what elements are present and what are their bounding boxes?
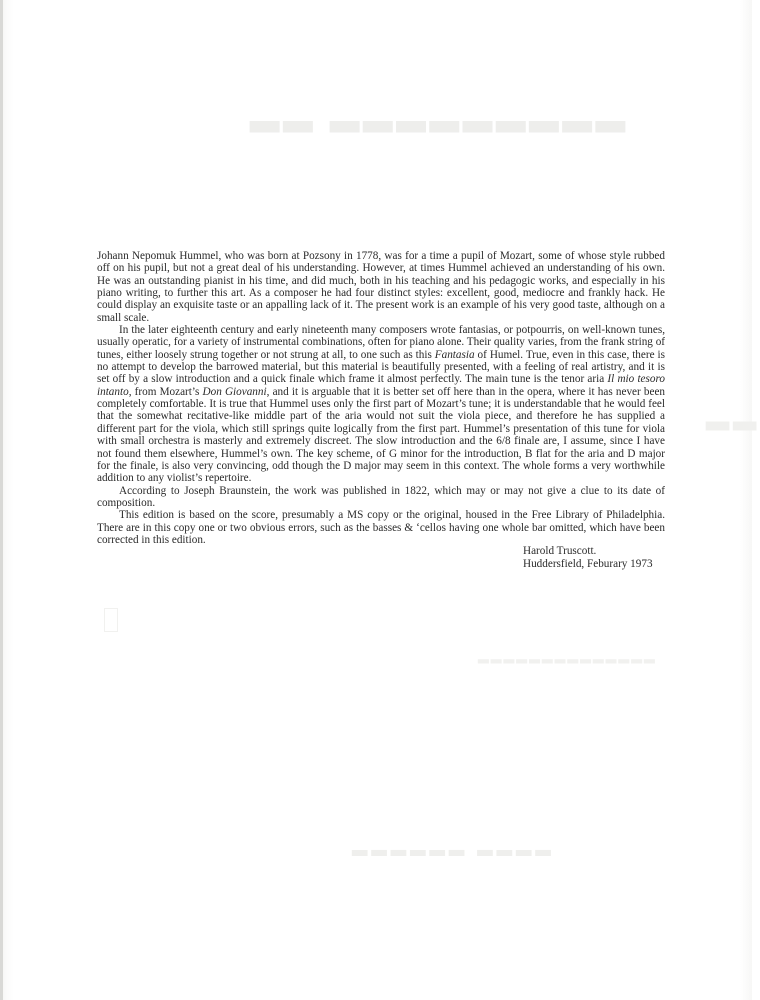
paragraph-2: [97, 324, 665, 484]
fantasia-title: Fantasia: [434, 348, 475, 361]
signature-block: [523, 545, 653, 571]
preface-text: [97, 250, 665, 546]
paragraph-2-text-c: , from Mozart’s: [128, 385, 200, 398]
paragraph-2-text-d: , and it is arguable that it is better set off here than in the opera, where it has never been completely comfortable. It is true that Hummel uses only the first part of Mozart’s tune; it is understandable that he would feel that the somewhat recitative-like middle part of the aria would not suit the viola piece, and therefore he has supplied a different part for the viola, which still springs quite logically from the first part. Hummel’s presentation of this tune for viola with small orchestra is masterly and extremely discreet. The slow introduction and the 6/8 finale are, I assume, since I have not found them elsewhere, Hummel’s own. The key scheme, of G minor for the introduction, B flat for the aria and D major for the finale, is also very convincing, odd though the D major may seem in this context. The whole forms a very worthwhile addition to any violist’s repertoire.: [97, 385, 666, 485]
paragraph-2-text-b: of Humel. True, even in this case, there is no attempt to develop the barrowed material, but this material is beautifully presented, with a feeling of real artistry, and it is set off by a slow introduction and a quick finale which frame it almost perfectly. The main tune is the tenor aria: [97, 348, 665, 386]
paragraph-4-text: This edition is based on the score, presumably a MS copy or the original, housed in the Free Library of Philadelphia. There are in this copy one or two obvious errors, such as the basses & ‘cellos having one whole bar omitted, which have been corrected in this edition.: [97, 509, 665, 546]
paragraph-4: [97, 509, 665, 546]
signature-place-date: Huddersfield, Feburary 1973: [523, 558, 653, 570]
paragraph-2-text-a: In the later eighteenth century and early nineteenth many composers wrote fantasias, or potpourris, on well-known tunes, usually operatic, for a variety of instrumental combinations, often for piano alone. Their quality varies, from the frank string of tunes, either loosely strung together or not strung at all, to one such as this: [97, 324, 666, 361]
paragraph-3-text: According to Joseph Braunstein, the work was published in 1822, which may or may not give a clue to its date of composition.: [97, 484, 665, 509]
page-edge: [0, 0, 3, 1000]
bleed-through-box: [104, 608, 118, 632]
paragraph-1-text: Johann Nepomuk Hummel, who was born at Pozsony in 1778, was for a time a pupil of Mozart, some of whose style rubbed off on his pupil, but not a great deal of his understanding. However, at times Hummel achieved an understanding of his own. He was an outstanding pianist in his time, and did much, both in his teaching and his pedagogic works, and especially in his piano writing, to further this art. As a composer he had four distinct styles: excellent, good, mediocre and frankly hack. He could display an exquisite taste or an appalling lack of it. The present work is an example of his very good taste, although on a small scale.: [97, 250, 665, 324]
paragraph-1: [97, 250, 665, 324]
paragraph-3: [97, 485, 665, 510]
bleed-through-title: ▂▂ ▂▂▂▂▂▂▂▂▂: [250, 90, 629, 132]
opera-title: Don Giovanni: [202, 385, 267, 398]
bleed-through-line: ▂▂▂▂▂▂▂▂▂▂▂▂▂▂: [478, 649, 657, 664]
bleed-through-mark: ▂▂: [706, 397, 760, 430]
aria-title: Il mio tesoro intanto: [97, 373, 666, 398]
bleed-through-publisher: ▂▂▂▂▂▂ ▂▂▂▂: [352, 834, 555, 856]
signature-name: Harold Truscott.: [523, 545, 597, 557]
